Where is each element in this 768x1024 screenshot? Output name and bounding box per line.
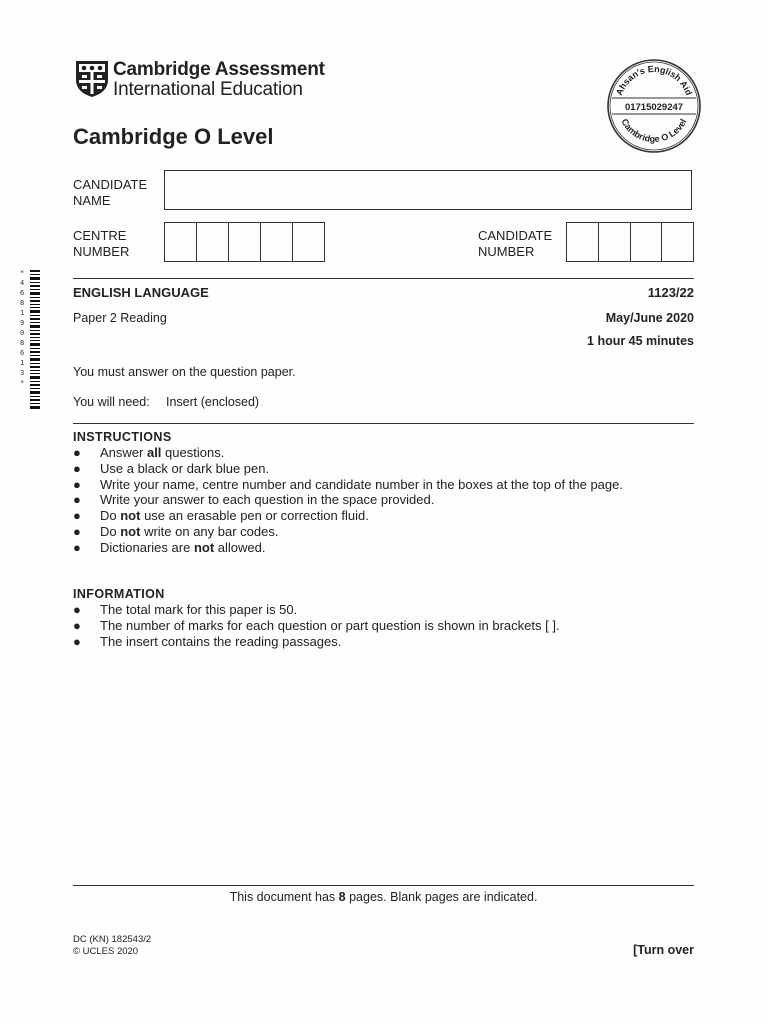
turn-over-label: [Turn over <box>633 943 694 957</box>
divider <box>73 423 694 424</box>
org-name-line1: Cambridge Assessment <box>113 59 325 80</box>
centre-number-cell[interactable] <box>197 223 229 261</box>
list-item: ● Write your answer to each question in the space provided. <box>73 492 435 508</box>
instructions-list <box>73 445 694 556</box>
barcode <box>30 270 40 410</box>
candidate-number-cell[interactable] <box>631 223 663 261</box>
bullet-icon: ● <box>73 523 81 539</box>
bullet-icon: ● <box>73 617 81 633</box>
you-will-need-label: You will need: <box>73 395 150 409</box>
page-count-note: This document has 8 pages. Blank pages are indicated. <box>229 890 538 904</box>
paper-code: 1123/22 <box>647 285 694 300</box>
bullet-icon: ● <box>73 602 81 617</box>
candidate-number-cell[interactable] <box>599 223 631 261</box>
candidate-name-field[interactable] <box>164 170 692 210</box>
information-heading: INFORMATION <box>73 587 165 601</box>
barcode-digits: * 4 6 8 1 9 0 8 6 1 3 * <box>20 269 25 387</box>
bullet-icon: ● <box>73 492 81 508</box>
centre-number-cell[interactable] <box>229 223 261 261</box>
list-item: ● Use a black or dark blue pen. <box>73 460 270 476</box>
divider <box>73 885 694 886</box>
divider <box>73 278 694 279</box>
list-item: ● Write your name, centre number and candidate number in the boxes at the top of the page. <box>73 476 623 492</box>
bullet-icon: ● <box>73 633 81 649</box>
centre-number-cell[interactable] <box>165 223 197 261</box>
stamp-seal <box>606 58 702 154</box>
candidate-number-cell[interactable] <box>567 223 599 261</box>
bullet-icon: ● <box>73 539 81 555</box>
page-title: Cambridge O Level <box>73 124 274 149</box>
svg-text:Cambridge O Level <box>619 117 688 144</box>
list-item: ● Answer all questions. <box>73 445 225 460</box>
list-item: ● Do not write on any bar codes. <box>73 523 279 539</box>
centre-number-cell[interactable] <box>293 223 324 261</box>
exam-session: May/June 2020 <box>605 311 694 325</box>
copyright: © UCLES 2020 <box>73 946 139 957</box>
paper-name: Paper 2 Reading <box>73 311 167 325</box>
centre-number-cell[interactable] <box>261 223 293 261</box>
stamp-bottom-text: Cambridge O Level <box>619 117 689 145</box>
university-crest-icon <box>75 60 109 98</box>
bullet-icon: ● <box>73 476 81 492</box>
centre-number-field[interactable] <box>164 222 325 262</box>
candidate-number-cell[interactable] <box>662 223 693 261</box>
answer-note: You must answer on the question paper. <box>73 365 296 379</box>
stamp-phone: 01715029247 <box>624 102 684 113</box>
you-will-need-value: Insert (enclosed) <box>166 395 260 409</box>
list-item: ● The insert contains the reading passages. <box>73 633 342 649</box>
candidate-number-field[interactable] <box>566 222 694 262</box>
exam-duration: 1 hour 45 minutes <box>587 334 694 348</box>
information-list <box>73 602 694 649</box>
bullet-icon: ● <box>73 508 81 524</box>
org-name-line2: International Education <box>113 79 303 100</box>
list-item: ● The number of marks for each question or part question is shown in brackets [ ]. <box>73 617 560 633</box>
list-item: ● The total mark for this paper is 50. <box>73 602 298 617</box>
candidate-name-label: CANDIDATE NAME <box>73 177 148 208</box>
centre-number-label: CENTRE NUMBER <box>73 228 130 259</box>
bullet-icon: ● <box>73 445 81 460</box>
document-reference: DC (KN) 182543/2 <box>73 934 152 945</box>
candidate-number-label: CANDIDATE NUMBER <box>478 228 553 259</box>
list-item: ● Do not use an erasable pen or correction fluid. <box>73 508 369 524</box>
list-item: ● Dictionaries are not allowed. <box>73 539 266 555</box>
stamp-top-text: Ahsan's English Aid <box>613 63 695 97</box>
instructions-heading: INSTRUCTIONS <box>73 430 172 444</box>
bullet-icon: ● <box>73 460 81 476</box>
subject-title: ENGLISH LANGUAGE <box>73 285 209 300</box>
